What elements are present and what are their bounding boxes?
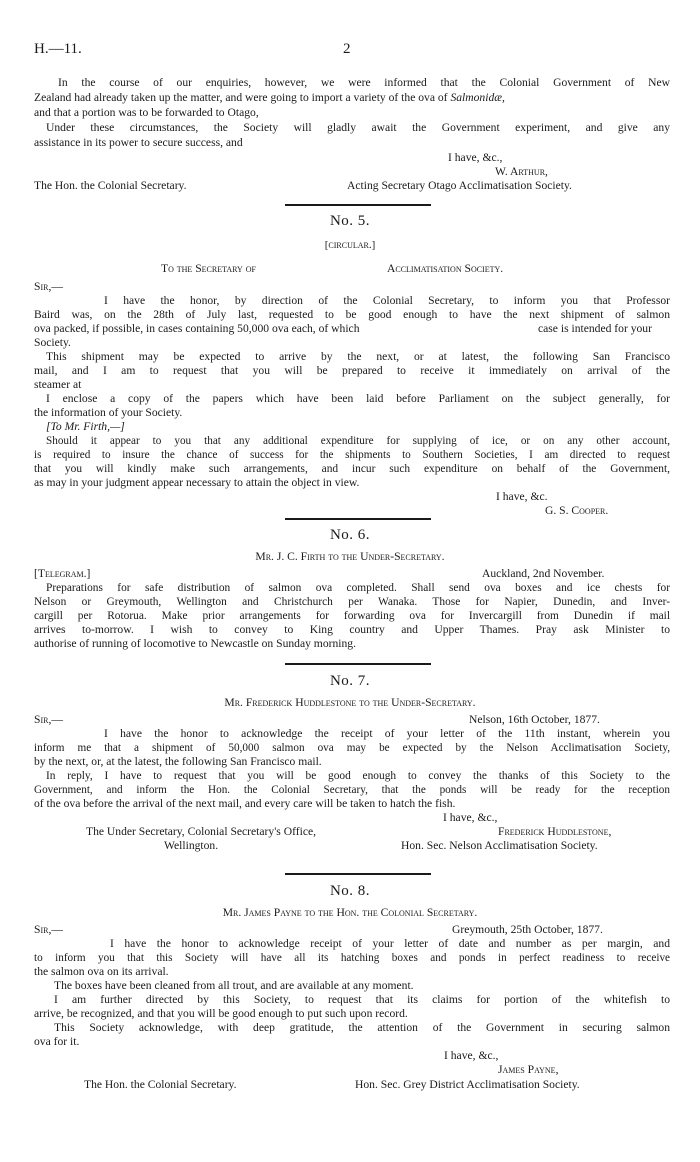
salmonidae-term: Salmonidæ, — [450, 91, 505, 104]
paragraph-line: the salmon ova on its arrival. — [34, 965, 169, 978]
page-number: 2 — [343, 41, 351, 57]
paragraph-line: [To Mr. Firth,—] — [46, 420, 125, 433]
section-divider — [285, 204, 431, 206]
section-heading: Mr. James Payne to the Hon. the Colonial Secretary. — [222, 906, 478, 919]
closing-line: I have, &c., — [443, 811, 498, 824]
closing-line: I have, &c., — [444, 1049, 499, 1062]
paragraph-line: The boxes have been cleaned from all trout, and are available at any moment. — [54, 979, 414, 992]
signature: James Payne, — [498, 1063, 559, 1076]
paragraph-line: arrives to-morrow. I wish to convey to King country and Upper Thames. Pray ask Minister to — [34, 623, 670, 636]
paragraph-line: case is intended for your — [538, 322, 652, 335]
paragraph-line: and that a portion was to be forwarded to Otago, — [34, 106, 259, 119]
paragraph-line: cargill per Rotorua. Make prior arrangements for forwarding ova for Invercargill from Dunedin if mail — [34, 610, 670, 622]
addressee: The Under Secretary, Colonial Secretary's Office, — [86, 825, 317, 838]
salutation: Sir,— — [34, 923, 63, 936]
paragraph-line: to inform you that this Society will have all its hatching boxes and ponds in perfect readiness to receive — [34, 952, 670, 964]
paragraph-line: assistance in its power to secure success, and — [34, 136, 243, 149]
signature-title: Hon. Sec. Grey District Acclimatisation Society. — [355, 1078, 580, 1091]
paragraph-line: ova packed, if possible, in cases containing 50,000 ova each, of which — [34, 322, 360, 335]
paragraph-line: that you will kindly make such arrangements, and incur such expenditure on behalf of the Government, — [34, 463, 670, 475]
paragraph-line: by the next, or, at the latest, the following San Francisco mail. — [34, 755, 322, 768]
addressee: The Hon. the Colonial Secretary. — [84, 1078, 237, 1091]
closing-line: I have, &c., — [448, 151, 503, 164]
paragraph-line: the information of your Society. — [34, 406, 183, 419]
section-heading: Mr. Frederick Huddlestone to the Under-Secretary. — [224, 696, 476, 709]
signature: Frederick Huddlestone, — [498, 825, 612, 838]
paragraph-line: as may in your judgment appear necessary to attain the object in view. — [34, 476, 360, 489]
addressee-city: Wellington. — [164, 839, 219, 852]
salutation: Sir,— — [34, 713, 63, 726]
closing-line: I have, &c. — [496, 490, 548, 503]
society-line: Acclimatisation Society. — [387, 262, 504, 275]
paragraph-line: Nelson or Greymouth, Wellington and Christchurch per Wanaka. Those for Napier, Dunedin, and Inver- — [34, 596, 670, 608]
paragraph-line: This shipment may be expected to arrive by the next, or at latest, the following San Francisco — [46, 350, 670, 363]
paragraph-line: ova for it. — [34, 1035, 80, 1048]
section-number: No. 7. — [329, 673, 371, 689]
salutation: Sir,— — [34, 280, 63, 293]
paragraph-line: arrive, be recognized, and that you will be good enough to put such upon record. — [34, 1007, 408, 1020]
paragraph-line: This Society acknowledge, with deep gratitude, the attention of the Government in securing salmon — [54, 1021, 670, 1034]
section-divider — [285, 518, 431, 520]
paragraph-line: of the ova before the arrival of the next mail, and every care will be taken to hatch the fish. — [34, 797, 456, 810]
paragraph-line: Society. — [34, 336, 71, 349]
paragraph-line: Should it appear to you that any additional expenditure for supplying of ice, or on any other account, — [46, 435, 670, 447]
to-line: To the Secretary of — [161, 262, 256, 275]
paragraph-line: In the course of our enquiries, however, we were informed that the Colonial Government of New — [58, 76, 670, 89]
paragraph-line: Under these circumstances, the Society will gladly await the Government experiment, and give any — [46, 121, 670, 134]
place-date: Auckland, 2nd November. — [482, 567, 605, 580]
circular-tag: [circular.] — [324, 239, 376, 251]
section-number: No. 5. — [329, 213, 371, 229]
signature-title: Hon. Sec. Nelson Acclimatisation Society. — [401, 839, 598, 852]
paragraph-line: is required to insure the chance of success for the shipments to Southern Societies, I am directed to request — [34, 449, 670, 461]
paragraph-line: authorise of running of locomotive to Newcastle on Sunday morning. — [34, 637, 356, 650]
section-number: No. 8. — [329, 883, 371, 899]
section-heading: Mr. J. C. Firth to the Under-Secretary. — [255, 550, 445, 563]
report-reference: H.—11. — [34, 41, 82, 57]
paragraph-line: Government, and inform the Hon. the Colonial Secretary, that the ponds will be ready for the reception — [34, 784, 670, 796]
addressee: The Hon. the Colonial Secretary. — [34, 179, 187, 192]
signature-title: Acting Secretary Otago Acclimatisation Society. — [347, 179, 572, 192]
section-divider — [285, 663, 431, 665]
paragraph-line: I have the honor to acknowledge the receipt of your letter of the 11th instant, wherein you — [104, 727, 670, 740]
paragraph-line: I have the honor, by direction of the Colonial Secretary, to inform you that Professor — [104, 294, 670, 307]
signature: G. S. Cooper. — [545, 504, 609, 517]
paragraph-line: Zealand had already taken up the matter, and were going to import a variety of the ova of Salmonidæ, — [34, 91, 505, 104]
telegram-tag: [Telegram.] — [34, 567, 91, 580]
paragraph-line: steamer at — [34, 378, 82, 391]
paragraph-line: I have the honor to acknowledge receipt of your letter of date and number as per margin, and — [110, 937, 670, 950]
section-number: No. 6. — [329, 527, 371, 543]
paragraph-line: mail, and I am to request that you will be prepared to receive it immediately on arrival of the — [34, 364, 670, 377]
place-date: Greymouth, 25th October, 1877. — [452, 923, 603, 936]
paragraph-line: inform me that a shipment of 50,000 salmon ova may be expected by the Nelson Acclimatisation Society, — [34, 742, 670, 754]
signature: W. Arthur, — [495, 165, 548, 178]
paragraph-line: I am further directed by this Society, to request that its claims for portion of the whitefish to — [54, 993, 670, 1006]
paragraph-line: I enclose a copy of the papers which have been laid before Parliament on the subject generally, for — [46, 392, 670, 405]
paragraph-line: In reply, I have to request that you will be good enough to convey the thanks of this Society to the — [46, 770, 670, 782]
paragraph-line: Preparations for safe distribution of salmon ova completed. Shall send ova boxes and ice chests for — [46, 582, 670, 594]
section-divider — [285, 873, 431, 875]
paragraph-line: Baird was, on the 28th of July last, requested to be good enough to have the next shipment of salmon — [34, 308, 670, 321]
place-date: Nelson, 16th October, 1877. — [469, 713, 600, 726]
